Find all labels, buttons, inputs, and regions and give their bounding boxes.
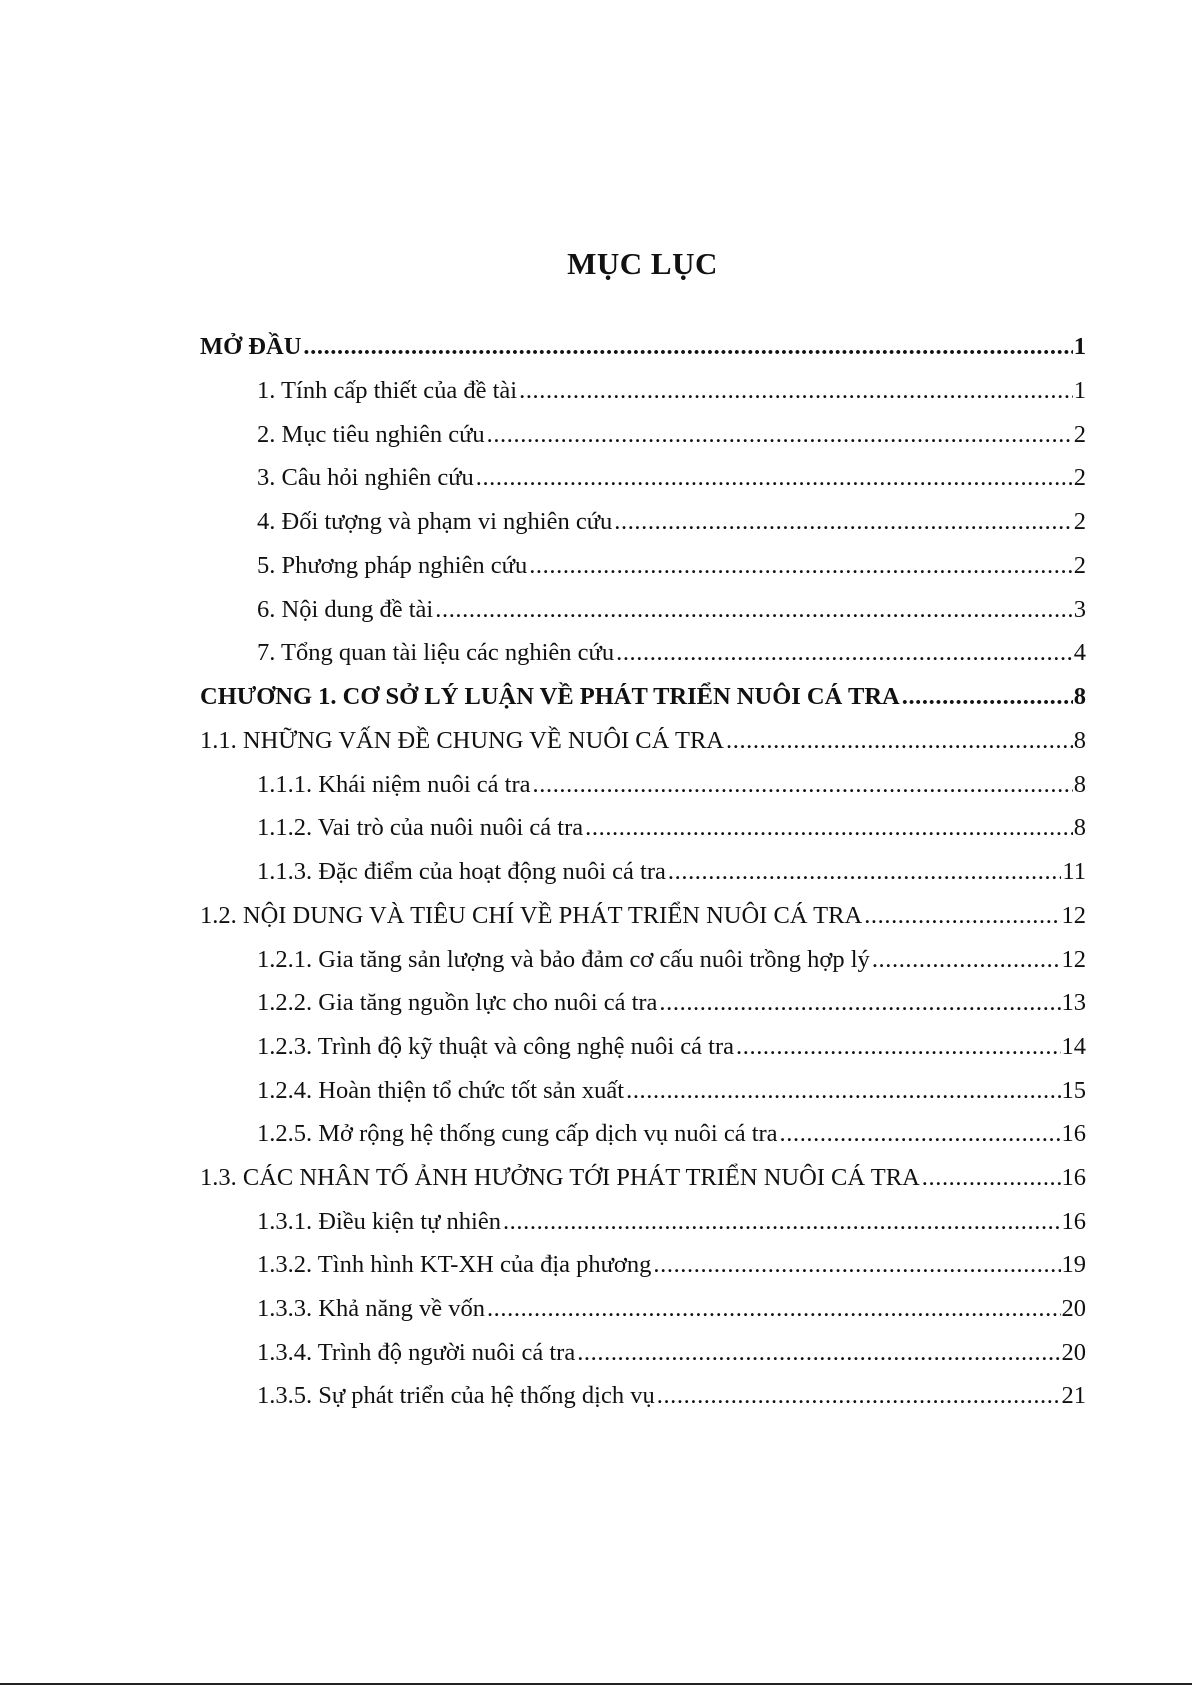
- toc-page-number: 2: [1073, 421, 1086, 448]
- toc-page-number: 12: [1061, 946, 1086, 973]
- toc-entry[interactable]: [257, 463, 1086, 493]
- toc-page-number: 8: [1073, 683, 1086, 710]
- toc-entry[interactable]: [257, 988, 1086, 1018]
- toc-dot-leader: [653, 1250, 1060, 1280]
- toc-entry[interactable]: [257, 507, 1086, 537]
- toc-entry[interactable]: [257, 1207, 1086, 1237]
- toc-page-number: 12: [1061, 902, 1086, 929]
- toc-entry-label: 1.1. NHỮNG VẤN ĐỀ CHUNG VỀ NUÔI CÁ TRA: [200, 727, 724, 754]
- toc-dot-leader: [902, 682, 1073, 712]
- toc-entry[interactable]: [257, 1032, 1086, 1062]
- toc-entry[interactable]: [257, 1294, 1086, 1324]
- toc-entry[interactable]: [257, 1338, 1086, 1368]
- toc-entry-label: 1.2. NỘI DUNG VÀ TIÊU CHÍ VỀ PHÁT TRIỂN NUÔI CÁ TRA: [200, 902, 863, 929]
- toc-entry-label: 6. Nội dung đề tài: [257, 596, 434, 623]
- toc-dot-leader: [503, 1207, 1061, 1237]
- toc-page-number: 16: [1061, 1164, 1086, 1191]
- toc-page-number: 14: [1061, 1033, 1086, 1060]
- toc-entry-label: 1.3. CÁC NHÂN TỐ ẢNH HƯỞNG TỚI PHÁT TRIỂN NUÔI CÁ TRA: [200, 1164, 920, 1191]
- toc-entry-label: 1.3.2. Tình hình KT-XH của địa phương: [257, 1251, 652, 1278]
- toc-entry-label: 1.3.5. Sự phát triển của hệ thống dịch vụ: [257, 1382, 655, 1409]
- toc-entry[interactable]: [257, 1381, 1086, 1411]
- toc-entry-label: 1.2.2. Gia tăng nguồn lực cho nuôi cá tra: [257, 989, 658, 1016]
- toc-entry-label: 4. Đối tượng và phạm vi nghiên cứu: [257, 508, 613, 535]
- toc-entry[interactable]: [257, 1076, 1086, 1106]
- toc-page-number: 20: [1061, 1295, 1086, 1322]
- toc-dot-leader: [736, 1032, 1060, 1062]
- toc-dot-leader: [616, 638, 1073, 668]
- toc-dot-leader: [657, 1381, 1061, 1411]
- toc-entry-label: 3. Câu hỏi nghiên cứu: [257, 464, 474, 491]
- toc-entry-label: 1.1.1. Khái niệm nuôi cá tra: [257, 771, 531, 798]
- toc-entry-label: 7. Tổng quan tài liệu các nghiên cứu: [257, 639, 615, 666]
- toc-entry[interactable]: [257, 945, 1086, 975]
- toc-dot-leader: [668, 857, 1062, 887]
- toc-page-number: 13: [1061, 989, 1086, 1016]
- page-title: MỤC LỤC: [567, 246, 718, 281]
- toc-page-number: 2: [1073, 552, 1086, 579]
- toc-entry[interactable]: [257, 1119, 1086, 1149]
- toc-entry-label: 1.2.4. Hoàn thiện tổ chức tốt sản xuất: [257, 1077, 625, 1104]
- toc-entry[interactable]: [200, 332, 1086, 362]
- toc-dot-leader: [780, 1119, 1061, 1149]
- toc-entry[interactable]: [257, 551, 1086, 581]
- toc-entry[interactable]: [257, 376, 1086, 406]
- toc-entry[interactable]: [200, 682, 1086, 712]
- toc-entry-label: 1.2.3. Trình độ kỹ thuật và công nghệ nuôi cá tra: [257, 1033, 735, 1060]
- toc-dot-leader: [476, 463, 1073, 493]
- toc-entry-label: CHƯƠNG 1. CƠ SỞ LÝ LUẬN VỀ PHÁT TRIỂN NUÔI CÁ TRA: [200, 683, 900, 710]
- toc-page-number: 1: [1073, 333, 1086, 360]
- toc-entry-label: 1.2.5. Mở rộng hệ thống cung cấp dịch vụ nuôi cá tra: [257, 1120, 778, 1147]
- toc-dot-leader: [585, 813, 1073, 843]
- toc-entry-label: 1.3.4. Trình độ người nuôi cá tra: [257, 1339, 576, 1366]
- toc-entry[interactable]: [200, 726, 1086, 756]
- toc-entry[interactable]: [257, 813, 1086, 843]
- toc-entry[interactable]: [257, 420, 1086, 450]
- toc-entry[interactable]: [200, 1163, 1086, 1193]
- toc-entry-label: 1.1.3. Đặc điểm của hoạt động nuôi cá tra: [257, 858, 666, 885]
- toc-dot-leader: [533, 770, 1073, 800]
- toc-page-number: 8: [1073, 727, 1086, 754]
- toc-dot-leader: [487, 1294, 1061, 1324]
- toc-entry-label: 5. Phương pháp nghiên cứu: [257, 552, 528, 579]
- toc-page-number: 8: [1073, 771, 1086, 798]
- toc-page-number: 15: [1061, 1077, 1086, 1104]
- toc-dot-leader: [626, 1076, 1060, 1106]
- toc-entry[interactable]: [257, 638, 1086, 668]
- toc-page-number: 8: [1073, 814, 1086, 841]
- toc-page-number: 16: [1061, 1208, 1086, 1235]
- toc-dot-leader: [659, 988, 1060, 1018]
- toc-entry-label: MỞ ĐẦU: [200, 333, 302, 360]
- toc-page-number: 21: [1061, 1382, 1086, 1409]
- toc-dot-leader: [864, 901, 1060, 931]
- toc-dot-leader: [435, 595, 1073, 625]
- toc-entry-label: 1. Tính cấp thiết của đề tài: [257, 377, 518, 404]
- toc-page-number: 2: [1073, 464, 1086, 491]
- toc-page-number: 16: [1061, 1120, 1086, 1147]
- toc-dot-leader: [614, 507, 1073, 537]
- toc-entry[interactable]: [200, 901, 1086, 931]
- toc-entry-label: 1.2.1. Gia tăng sản lượng và bảo đảm cơ cấu nuôi trồng hợp lý: [257, 946, 870, 973]
- toc-page-number: 1: [1073, 377, 1086, 404]
- toc-page-number: 4: [1073, 639, 1086, 666]
- toc-dot-leader: [872, 945, 1061, 975]
- toc-dot-leader: [577, 1338, 1060, 1368]
- toc-dot-leader: [303, 332, 1072, 362]
- toc-entry[interactable]: [257, 857, 1086, 887]
- toc-entry[interactable]: [257, 770, 1086, 800]
- toc-dot-leader: [726, 726, 1073, 756]
- toc-entry[interactable]: [257, 595, 1086, 625]
- toc-dot-leader: [519, 376, 1073, 406]
- toc-page-number: 11: [1062, 858, 1086, 885]
- toc-dot-leader: [922, 1163, 1061, 1193]
- toc-entry-label: 1.1.2. Vai trò của nuôi nuôi cá tra: [257, 814, 584, 841]
- toc-dot-leader: [487, 420, 1073, 450]
- toc-entry-label: 2. Mục tiêu nghiên cứu: [257, 421, 485, 448]
- toc-page-number: 2: [1073, 508, 1086, 535]
- toc-entry-label: 1.3.3. Khả năng về vốn: [257, 1295, 485, 1322]
- toc-page-number: 3: [1073, 596, 1086, 623]
- toc-page-number: 20: [1061, 1339, 1086, 1366]
- toc-page-number: 19: [1061, 1251, 1086, 1278]
- toc-entry-label: 1.3.1. Điều kiện tự nhiên: [257, 1208, 501, 1235]
- toc-entry[interactable]: [257, 1250, 1086, 1280]
- toc-dot-leader: [529, 551, 1073, 581]
